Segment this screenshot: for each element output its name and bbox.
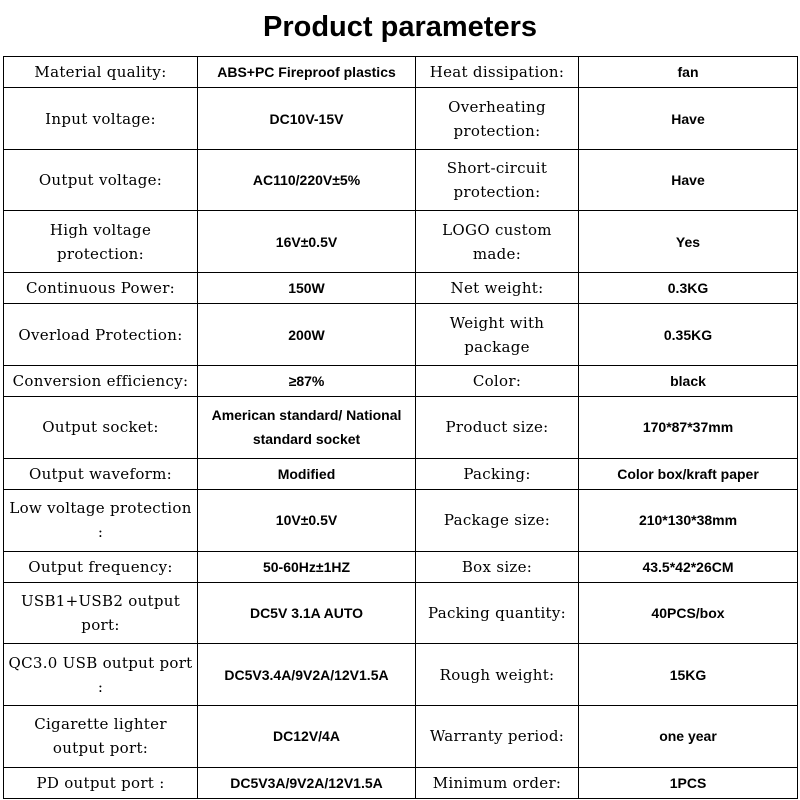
parameter-label: Package size: xyxy=(416,490,579,552)
parameter-value: DC5V3A/9V2A/12V1.5A xyxy=(198,767,416,798)
parameter-value: ABS+PC Fireproof plastics xyxy=(198,57,416,88)
parameter-label: Output frequency: xyxy=(4,551,198,582)
parameter-value: Yes xyxy=(579,211,798,273)
parameter-value: 50-60Hz±1HZ xyxy=(198,551,416,582)
parameter-value: Color box/kraft paper xyxy=(579,458,798,489)
table-row xyxy=(4,644,798,706)
parameter-label: Material quality: xyxy=(4,57,198,88)
table-row xyxy=(4,458,798,489)
parameter-value: DC5V3.4A/9V2A/12V1.5A xyxy=(198,644,416,706)
parameter-label: Input voltage: xyxy=(4,88,198,150)
parameter-value: 10V±0.5V xyxy=(198,490,416,552)
parameter-label: Conversion efficiency: xyxy=(4,365,198,396)
parameter-label: High voltage protection: xyxy=(4,211,198,273)
parameter-label: Overload Protection: xyxy=(4,304,198,366)
parameter-label: Output socket: xyxy=(4,397,198,459)
table-row xyxy=(4,57,798,88)
parameter-value: 0.3KG xyxy=(579,272,798,303)
table-row xyxy=(4,211,798,273)
parameter-label: LOGO custom made: xyxy=(416,211,579,273)
parameter-value: Have xyxy=(579,149,798,211)
parameter-value: 170*87*37mm xyxy=(579,397,798,459)
parameter-value: 210*130*38mm xyxy=(579,490,798,552)
parameter-value: 150W xyxy=(198,272,416,303)
parameter-value: Modified xyxy=(198,458,416,489)
parameter-label: Warranty period: xyxy=(416,706,579,768)
parameter-value: fan xyxy=(579,57,798,88)
parameter-label: Minimum order: xyxy=(416,767,579,798)
parameter-value: 43.5*42*26CM xyxy=(579,551,798,582)
table-row xyxy=(4,706,798,768)
parameter-label: Overheating protection: xyxy=(416,88,579,150)
table-row xyxy=(4,272,798,303)
table-row xyxy=(4,582,798,644)
parameter-value: American standard/ National standard socket xyxy=(198,397,416,459)
parameter-label: QC3.0 USB output port : xyxy=(4,644,198,706)
parameter-label: Net weight: xyxy=(416,272,579,303)
parameter-value: 40PCS/box xyxy=(579,582,798,644)
parameter-label: Cigarette lighter output port: xyxy=(4,706,198,768)
parameter-value: DC12V/4A xyxy=(198,706,416,768)
table-row xyxy=(4,365,798,396)
parameter-label: USB1+USB2 output port: xyxy=(4,582,198,644)
parameter-label: Heat dissipation: xyxy=(416,57,579,88)
parameter-label: Weight with package xyxy=(416,304,579,366)
parameter-label: Packing quantity: xyxy=(416,582,579,644)
table-row xyxy=(4,767,798,798)
parameter-label: Output voltage: xyxy=(4,149,198,211)
table-row xyxy=(4,490,798,552)
table-row xyxy=(4,397,798,459)
parameter-value: 15KG xyxy=(579,644,798,706)
parameter-value: AC110/220V±5% xyxy=(198,149,416,211)
parameter-label: Short-circuit protection: xyxy=(416,149,579,211)
table-row xyxy=(4,88,798,150)
table-row xyxy=(4,304,798,366)
parameter-value: 0.35KG xyxy=(579,304,798,366)
parameter-label: Rough weight: xyxy=(416,644,579,706)
parameter-label: Packing: xyxy=(416,458,579,489)
table-row xyxy=(4,551,798,582)
page-title: Product parameters xyxy=(263,10,537,43)
parameter-label: Box size: xyxy=(416,551,579,582)
parameter-value: black xyxy=(579,365,798,396)
parameter-label: Continuous Power: xyxy=(4,272,198,303)
parameter-label: Product size: xyxy=(416,397,579,459)
parameter-value: one year xyxy=(579,706,798,768)
parameter-label: Low voltage protection : xyxy=(4,490,198,552)
parameter-value: 1PCS xyxy=(579,767,798,798)
parameter-value: 200W xyxy=(198,304,416,366)
parameter-value: ≥87% xyxy=(198,365,416,396)
parameters-table xyxy=(3,56,798,799)
parameter-value: DC5V 3.1A AUTO xyxy=(198,582,416,644)
table-row xyxy=(4,149,798,211)
parameter-value: DC10V-15V xyxy=(198,88,416,150)
parameter-label: PD output port : xyxy=(4,767,198,798)
parameter-label: Color: xyxy=(416,365,579,396)
parameter-value: Have xyxy=(579,88,798,150)
parameter-value: 16V±0.5V xyxy=(198,211,416,273)
parameter-label: Output waveform: xyxy=(4,458,198,489)
